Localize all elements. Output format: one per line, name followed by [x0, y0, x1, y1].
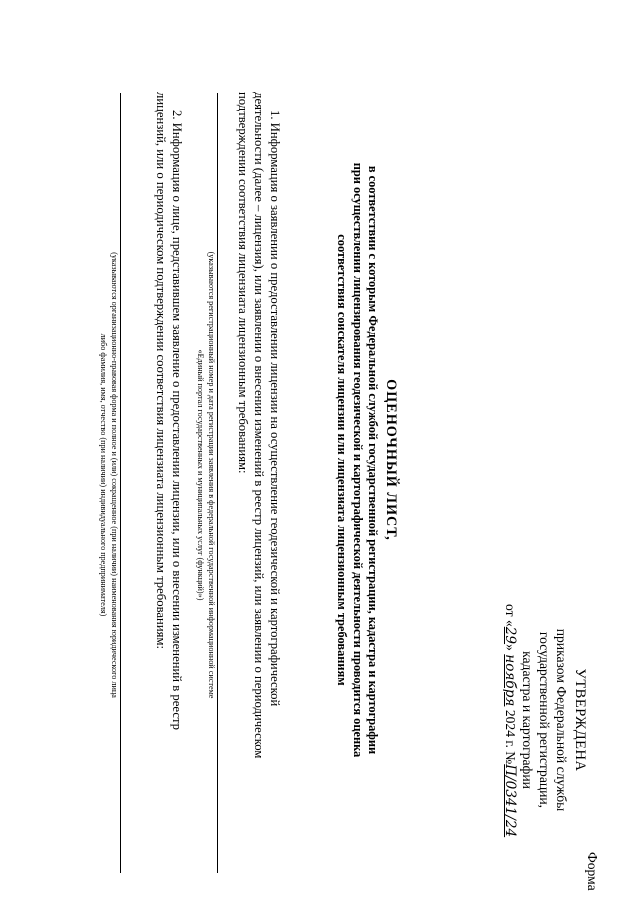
- approval-title: УТВЕРЖДЕНА: [572, 668, 588, 772]
- heading-title: ОЦЕНОЧНЫЙ ЛИСТ,: [383, 379, 399, 541]
- handwritten-day: 29: [502, 626, 518, 645]
- heading-line-3: соответствия соискателя лицензии или лицензиата лицензионным требованиям: [335, 234, 350, 686]
- section-1-fill-line: [217, 93, 218, 873]
- date-prefix: от «: [503, 604, 518, 627]
- section-2-note: [98, 155, 119, 795]
- date-year: 2024 г. №: [503, 709, 518, 765]
- heading-line-2: при осуществлении лицензирования геодезической и картографической деятельности проводится оценка: [351, 162, 365, 758]
- approval-date-line: [501, 604, 519, 836]
- section-1-paragraph: [235, 92, 283, 872]
- section-2-line-1: 2. Информация о лице, представившем заявление о предоставлении лицензии, или о внесении изменений в реестр: [170, 110, 184, 731]
- section-1-note: [195, 190, 216, 760]
- section-1-note-line-2: «Единый портал государственных и муниципальных услуг (функций)»): [196, 349, 206, 601]
- date-mid: »: [503, 644, 518, 651]
- approval-line-1: приказом Федеральной службы: [554, 628, 569, 812]
- section-2-paragraph: [153, 92, 185, 872]
- section-1-line-2: деятельности (далее – лицензия), или заявлении о внесении изменений в реестр лицензий, или заявлении о периодическом: [252, 92, 266, 759]
- form-label: Форма: [585, 852, 600, 891]
- approval-line-2: государственной регистрации,: [537, 631, 552, 809]
- section-1-note-line-1: (указываются регистрационный номер и дата регистрации заявления в федеральной государственной информационной системе: [207, 251, 216, 699]
- section-1-line-3: подтверждении соответствия лицензиата лицензионным требованиям:: [236, 92, 250, 474]
- handwritten-month: ноября: [502, 654, 518, 707]
- section-2-fill-line: [120, 93, 121, 873]
- section-2-note-line-2: либо фамилия, имя, отчество (при наличии) индивидуального предпринимателя): [99, 333, 109, 617]
- approval-line-3: кадастра и картографии: [520, 651, 535, 789]
- section-1-line-1: 1. Информация о заявлении о предоставлении лицензии на осуществление геодезической и картографической: [268, 110, 282, 707]
- document-heading: [334, 70, 398, 850]
- heading-line-1: в соответствии с которым Федеральной службой государственной регистрации, кадастра и картографии: [366, 165, 381, 755]
- approval-block: [501, 604, 588, 836]
- section-2-note-line-1: (указываются организационно-правовая форма и полное и (или) сокращенное (при наличии) наименования юридического лица: [110, 252, 119, 698]
- section-2-line-2: лицензий, или о периодическом подтверждении соответствия лицензиата лицензионным требованиям:: [154, 92, 168, 650]
- handwritten-number: П/0341/24: [502, 764, 518, 838]
